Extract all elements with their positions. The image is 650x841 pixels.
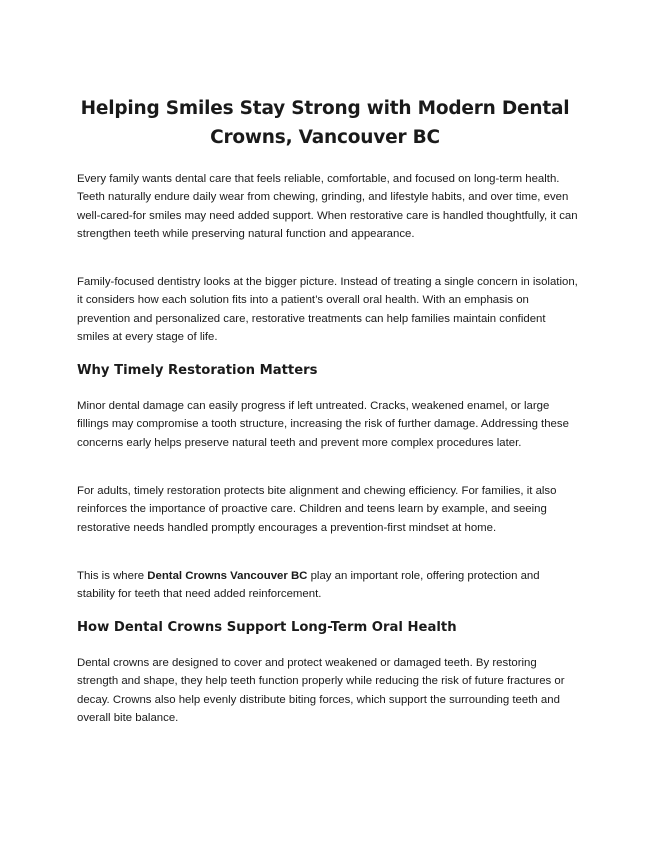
paragraph-text: This is where: [77, 570, 148, 582]
page-title: Helping Smiles Stay Strong with Modern Dental Crowns, Vancouver BC: [80, 98, 570, 148]
keyword-bold-text: Dental Crowns Vancouver BC: [147, 570, 308, 582]
section2-paragraph-1: Dental crowns are designed to cover and protect weakened or damaged teeth. By restoring strength and shape, they help teeth function properly while reducing the risk of future fractures or decay. Crowns also help evenly distribute biting forces, which support the surrounding teeth and overall bite balance.: [77, 657, 565, 725]
section1-paragraph-3: [77, 567, 579, 604]
section-heading-dental-crowns: How Dental Crowns Support Long-Term Oral Health: [77, 620, 457, 635]
paragraph-text: play an important role, offering protection and stability for teeth that need added reinforcement.: [77, 570, 540, 601]
section1-paragraph-1: Minor dental damage can easily progress if left untreated. Cracks, weakened enamel, or large fillings may compromise a tooth structure, increasing the risk of further damage. Addressing these concerns early helps preserve natural teeth and prevent more complex procedures later.: [77, 400, 569, 449]
intro-paragraph-1: Every family wants dental care that feels reliable, comfortable, and focused on long-term health. Teeth naturally endure daily wear from chewing, grinding, and lifestyle habits, and over time, even well-cared-for smiles may need added support. When restorative care is handled thoughtfully, it can strengthen teeth while preserving natural function and appearance.: [77, 173, 578, 241]
section-heading-timely-restoration: Why Timely Restoration Matters: [77, 363, 318, 378]
intro-paragraph-2: Family-focused dentistry looks at the bigger picture. Instead of treating a single concern in isolation, it considers how each solution fits into a patient’s overall oral health. With an emphasis on prevention and personalized care, restorative treatments can help families maintain confident smiles at every stage of life.: [77, 276, 578, 344]
section1-paragraph-2: For adults, timely restoration protects bite alignment and chewing efficiency. For families, it also reinforces the importance of proactive care. Children and teens learn by example, and seeing restorative needs handled promptly encourages a prevention-first mindset at home.: [77, 485, 557, 534]
